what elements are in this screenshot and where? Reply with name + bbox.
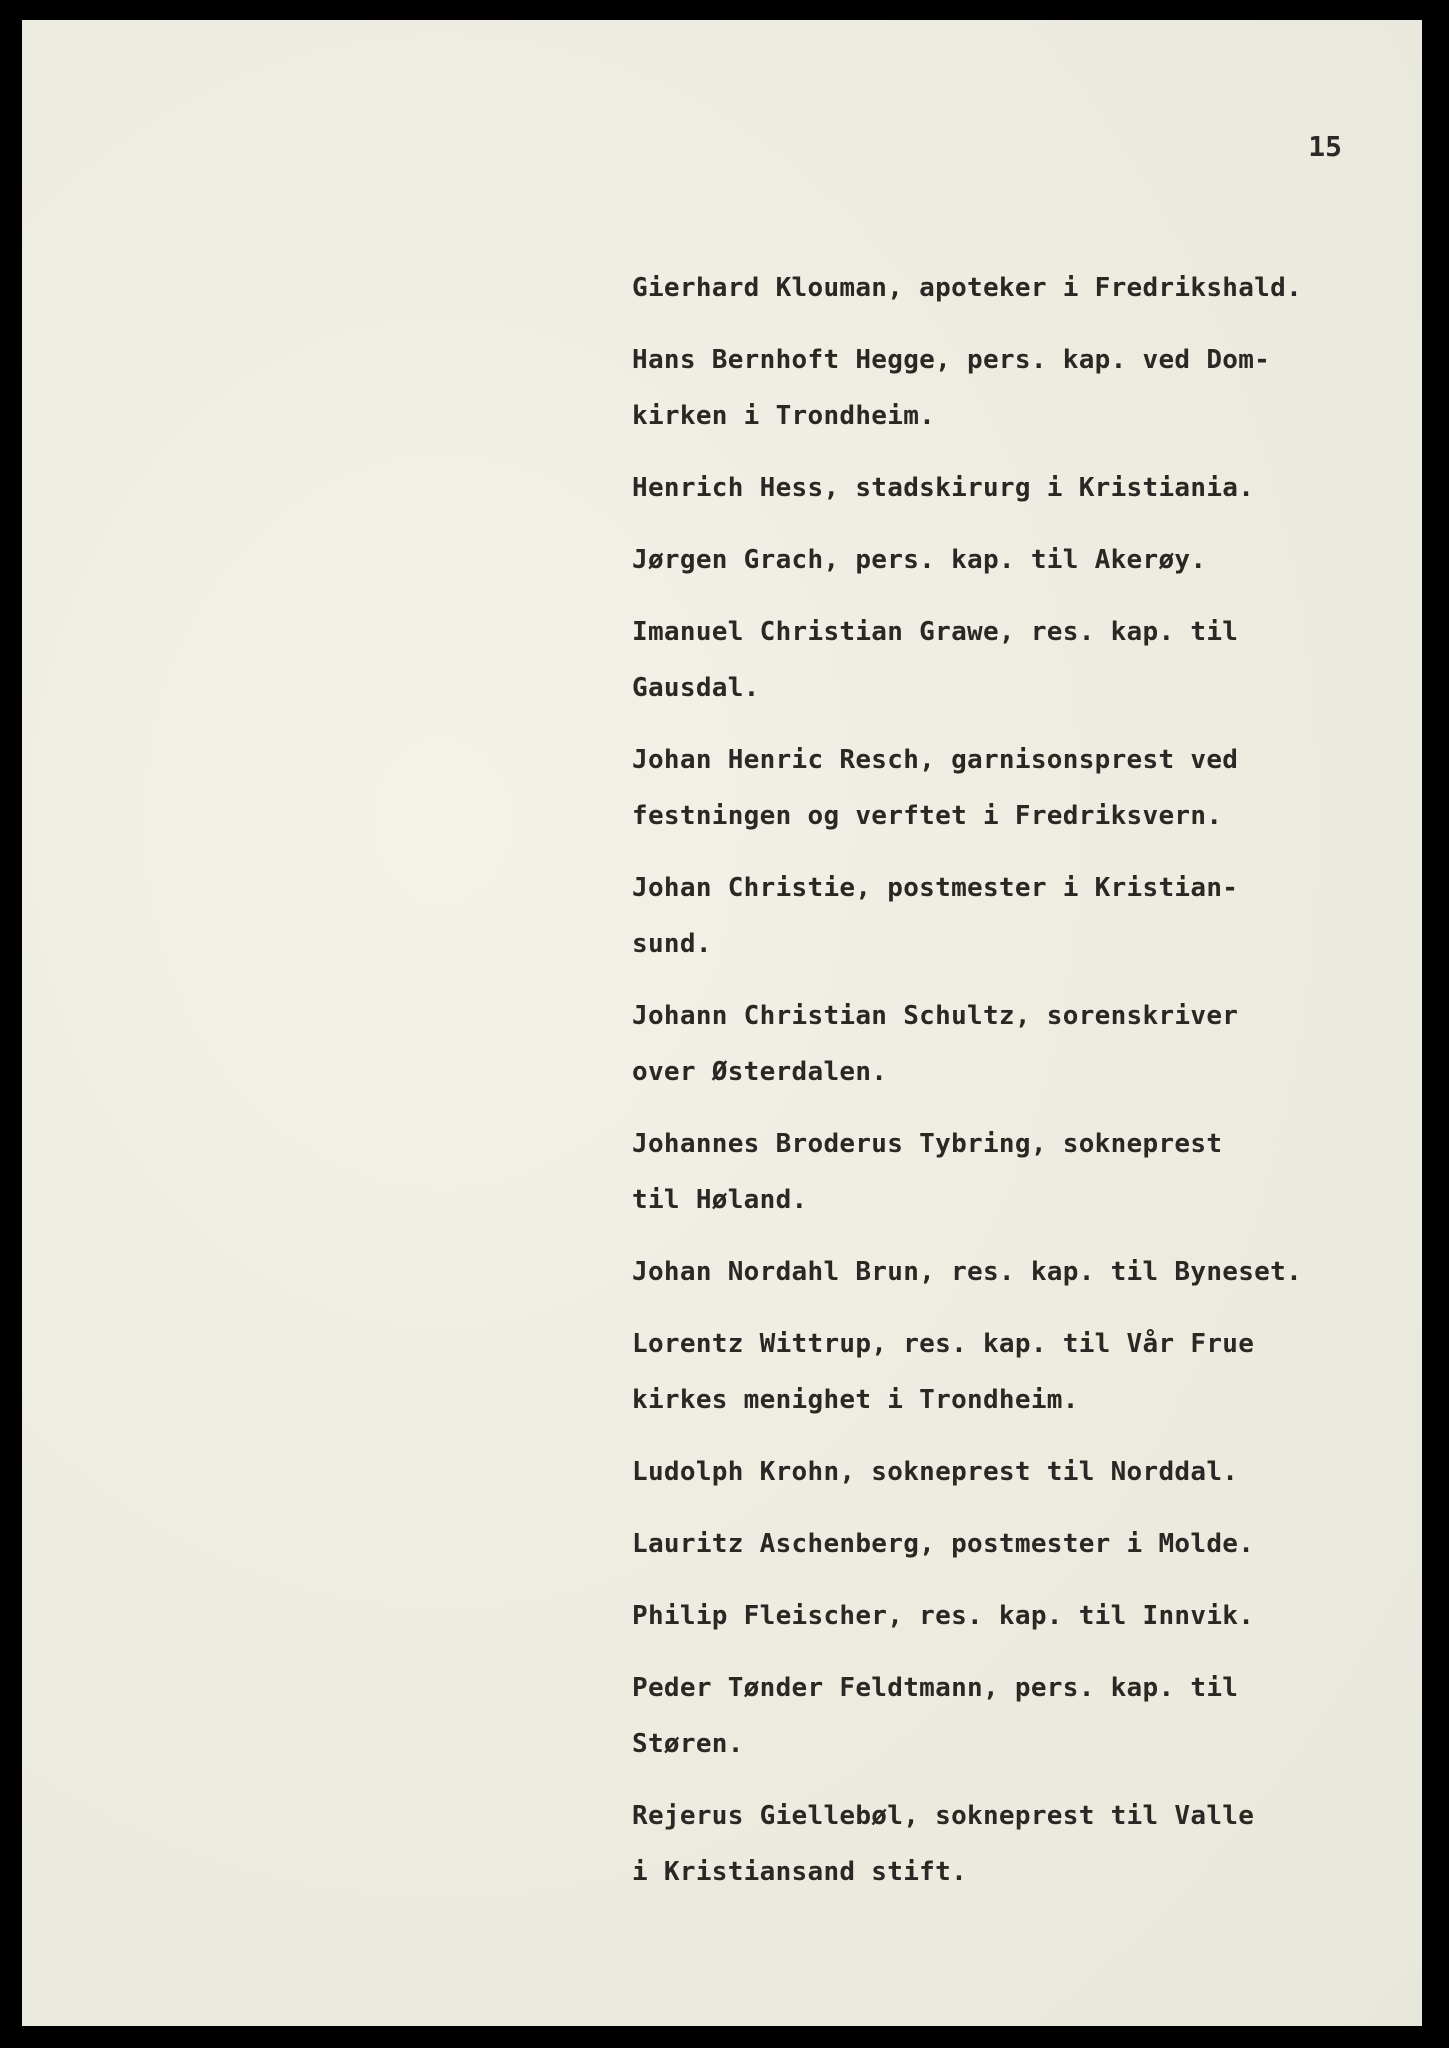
list-item: Lorentz Wittrup, res. kap. til Vår Frue kirkes menighet i Trondheim.	[632, 1329, 1255, 1415]
list-item: Jørgen Grach, pers. kap. til Akerøy.	[632, 545, 1207, 575]
list-item: Philip Fleischer, res. kap. til Innvik.	[632, 1601, 1255, 1631]
list-item: Henrich Hess, stadskirurg i Kristiania.	[632, 473, 1255, 503]
list-item: Rejerus Giellebøl, sokneprest til Valle i Kristiansand stift.	[632, 1801, 1255, 1887]
list-item: Johan Christie, postmester i Kristian- sund.	[632, 873, 1239, 959]
list-item: Gierhard Klouman, apoteker i Fredrikshald.	[632, 273, 1303, 303]
list-item: Hans Bernhoft Hegge, pers. kap. ved Dom- kirken i Trondheim.	[632, 345, 1271, 431]
list-item: Johannes Broderus Tybring, sokneprest til Høland.	[632, 1129, 1223, 1215]
list-item: Imanuel Christian Grawe, res. kap. til Gausdal.	[632, 617, 1239, 703]
document-page	[22, 20, 1422, 2026]
entry-list	[632, 260, 1392, 1916]
page-number: 15	[1308, 130, 1342, 163]
list-item: Ludolph Krohn, sokneprest til Norddal.	[632, 1457, 1239, 1487]
list-item: Johann Christian Schultz, sorenskriver over Østerdalen.	[632, 1001, 1239, 1087]
list-item: Johan Nordahl Brun, res. kap. til Byneset.	[632, 1257, 1303, 1287]
list-item: Johan Henric Resch, garnisonsprest ved festningen og verftet i Fredriksvern.	[632, 745, 1239, 831]
list-item: Lauritz Aschenberg, postmester i Molde.	[632, 1529, 1255, 1559]
list-item: Peder Tønder Feldtmann, pers. kap. til Støren.	[632, 1673, 1239, 1759]
